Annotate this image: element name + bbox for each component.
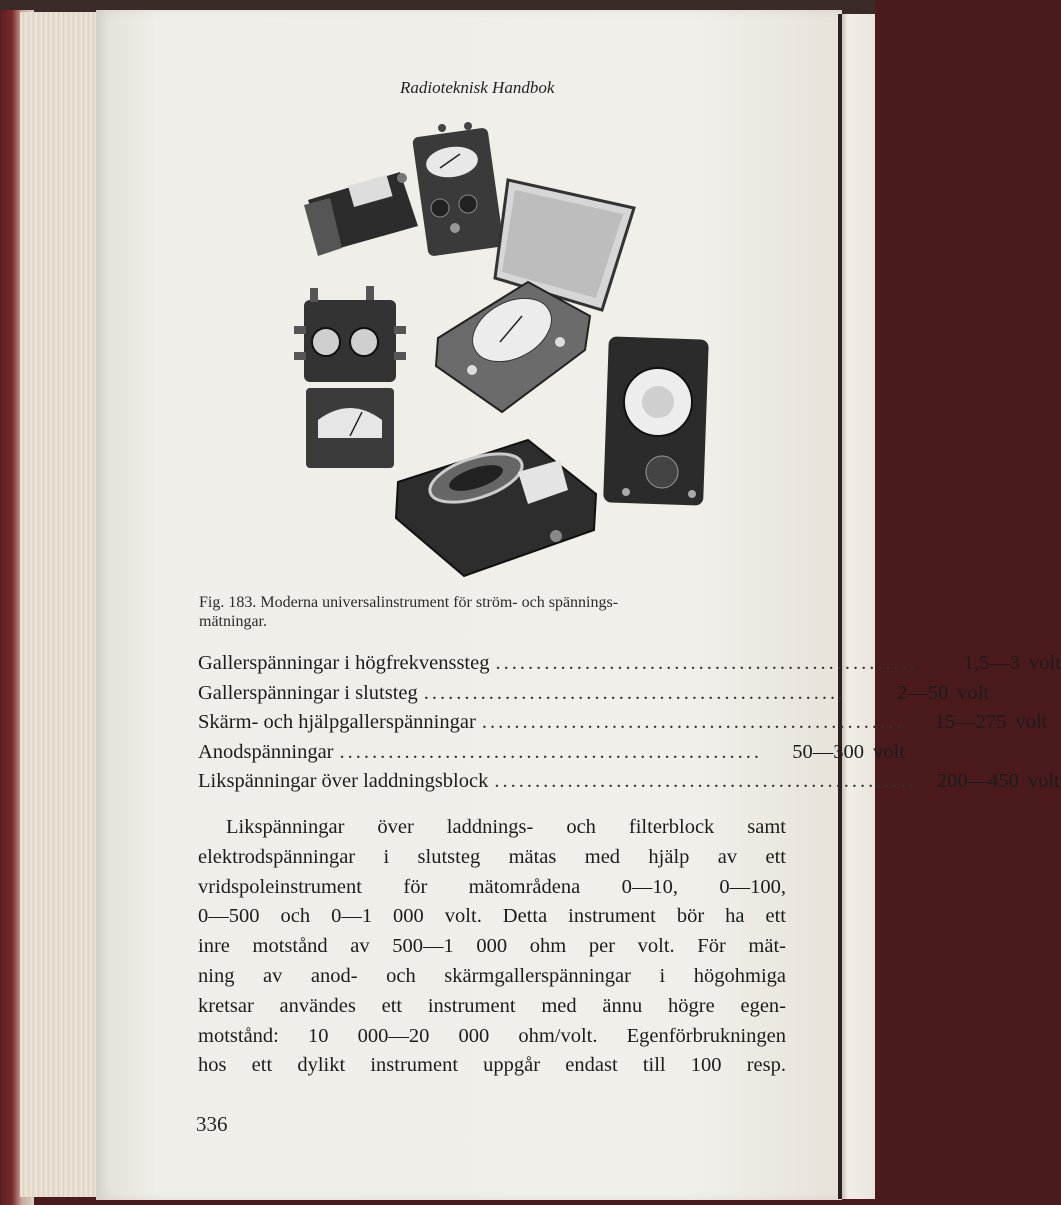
dot-leader: .................................................... [494,770,917,792]
row-unit: volt [1028,652,1061,674]
figure-caption [199,593,789,631]
dot-leader: .................................................... [423,681,847,704]
row-label: Gallerspänningar i slutsteg [198,681,418,704]
row-unit: volt [1015,711,1048,733]
row-range: 2—50 [897,681,949,704]
row-range: 1,5—3 [963,652,1020,674]
row-unit: volt [1027,770,1060,792]
meter-with-dials-left [294,286,406,468]
table-row [198,711,1048,741]
body-paragraph [198,813,786,1081]
body-line: motstånd: 10 000—20 000 ohm/volt. Egenförbrukningen [198,1024,786,1047]
table-row [198,681,990,712]
table-row [198,652,1061,682]
running-head: Radioteknisk Handbok [400,78,555,97]
row-unit: volt [873,740,905,763]
body-line: inre motstånd av 500—1 000 ohm per volt. För mät- [198,935,786,958]
body-line: kretsar användes ett instrument med ännu högre egen- [198,994,786,1017]
page-number: 336 [196,1112,228,1136]
body-line: ning av anod- och skärmgallerspänningar i högohmiga [198,964,786,987]
table-row [198,770,1060,800]
row-label: Skärm- och hjälpgallerspänningar [198,711,476,733]
row-range: 50—300 [792,740,865,763]
meter-round-dial-right [603,336,709,505]
body-line: vridspoleinstrument för mätområdena 0—10, 0—100, [198,875,786,898]
voltage-table [198,652,1061,800]
dot-leader: .................................................... [481,711,905,733]
row-label: Anodspänningar [198,740,334,763]
row-unit: volt [957,681,990,704]
body-line: elektrodspänningar i slutsteg mätas med hjälp av ett [198,845,786,868]
figure-caption-line-1: Fig. 183. Moderna universalinstrument för ström- och spännings- [199,594,619,611]
meter-lid-open-left [304,172,418,256]
row-label: Likspänningar över laddningsblock [198,770,489,792]
dot-leader: .................................................... [495,652,918,674]
row-range: 200—450 [936,770,1019,792]
dot-leader: .................................................... [339,740,763,763]
meter-flat-bottom [396,440,596,576]
body-line: 0—500 och 0—1 000 volt. Detta instrument bör ha ett [198,905,786,928]
row-range: 15—275 [934,711,1007,733]
table-row [198,740,905,771]
meter-upright-top [412,122,504,257]
figure-caption-line-2: mätningar. [199,613,267,630]
body-line: hos ett dylikt instrument uppgår endast till 100 resp. [198,1054,786,1077]
instruments-figure [290,120,650,590]
row-label: Gallerspänningar i högfrekvenssteg [198,652,490,674]
body-line: Likspänningar över laddnings- och filterblock samt [226,816,786,838]
